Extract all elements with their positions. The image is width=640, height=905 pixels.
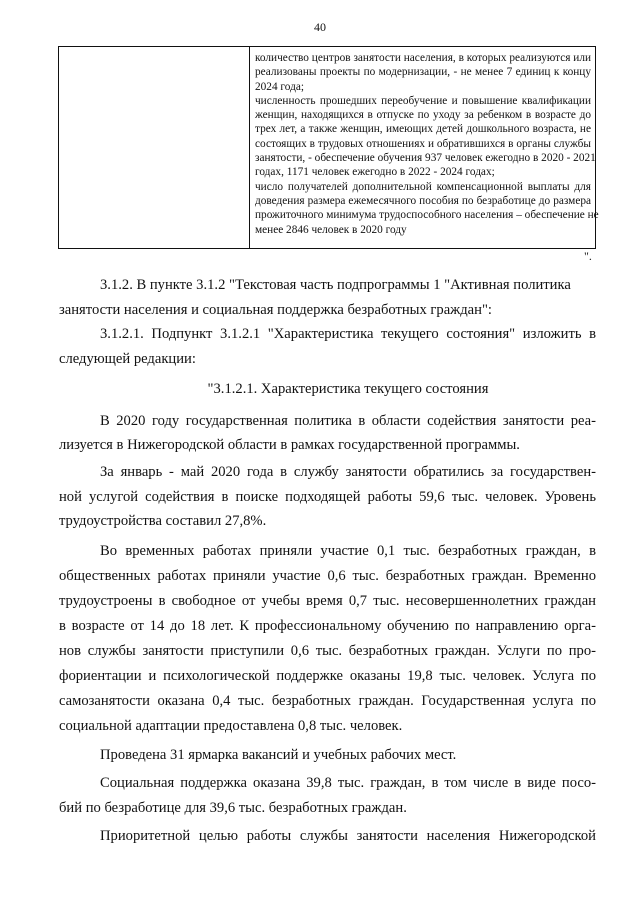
body-line: Проведена 31 ярмарка вакансий и учебных рабочих мест. [100, 747, 457, 763]
table-column-divider [249, 47, 250, 248]
table-right-cell [255, 51, 599, 237]
table-cell-line: занятости, - обеспечение обучения 937 человек ежегодно в 2020 - 2021 [255, 152, 596, 165]
body-line: следующей редакции: [59, 351, 196, 367]
indicators-table [58, 46, 599, 249]
table-cell-line: количество центров занятости населения, в которых реализуются или [255, 52, 591, 64]
table-cell-line: годах, 1171 человек ежегодно в 2022 - 2024 годах; [255, 166, 495, 179]
body-line-heading-point: 3.1.2. В пункте 3.1.2 "Текстовая часть подпрограммы 1 "Активная политика [100, 277, 571, 293]
body-line: нов службы занятости приступили 0,6 тыс. безработных граждан. Услуги по про- [59, 643, 596, 659]
body-line: В 2020 году государственная политика в области содействия занятости реа- [100, 413, 596, 429]
body-line: трудоустройства составил 27,8%. [59, 513, 267, 529]
body-line: занятости населения и социальная поддержка безработных граждан": [59, 302, 492, 318]
table-closing-quote: ". [584, 249, 592, 263]
section-heading: "3.1.2.1. Характеристика текущего состояния [207, 381, 489, 397]
table-cell-line: трех лет, а также женщин, имеющих детей дошкольного возраста, не [255, 123, 591, 136]
body-line: Во временных работах приняли участие 0,1 тыс. безработных граждан, в [100, 543, 596, 559]
body-line: Приоритетной целью работы службы занятости населения Нижегородской [100, 828, 596, 844]
body-line: в возрасте от 14 до 18 лет. К профессиональному обучению по направлению орга- [59, 618, 596, 634]
body-line: 3.1.2.1. Подпункт 3.1.2.1 "Характеристика текущего состояния" изложить в [100, 326, 596, 342]
page-number: 40 [314, 20, 326, 34]
body-line: фориентации и психологической поддержке оказаны 19,8 тыс. человек. Услуга по [59, 668, 596, 684]
table-cell-line: число получателей дополнительной компенсационной выплаты для [255, 180, 591, 193]
body-line: социальной адаптации предоставлена 0,8 тыс. человек. [59, 718, 403, 734]
table-cell-line: реализованы проекты по модернизации, - не менее 7 единиц к концу [255, 66, 591, 79]
body-line: бий по безработице для 39,6 тыс. безработных граждан. [59, 800, 407, 816]
table-cell-line: доведения размера ежемесячного пособия по безработице до размера [255, 194, 591, 207]
body-line: трудоустроены в свободное от учебы время 0,7 тыс. несовершеннолетних граждан [59, 593, 596, 609]
body-line: самозанятости оказана 0,4 тыс. безработных граждан. Государственная услуга по [59, 693, 596, 709]
table-cell-line: прожиточного минимума трудоспособного населения – обеспечение не [255, 209, 599, 222]
body-line: За январь - май 2020 года в службу занятости обратились за государствен- [100, 464, 596, 480]
body-line: лизуется в Нижегородской области в рамках государственной программы. [59, 437, 520, 453]
body-line: Социальная поддержка оказана 39,8 тыс. граждан, в том числе в виде посо- [100, 775, 596, 791]
table-cell-line: 2024 года; [255, 80, 304, 93]
table-cell-line: менее 2846 человек в 2020 году [255, 223, 407, 236]
body-line: общественных работах приняли участие 0,6 тыс. безработных граждан. Временно [59, 568, 596, 584]
body-line: ной услугой содействия в поиске подходящей работы 59,6 тыс. человек. Уровень [59, 489, 596, 505]
table-cell-line: численность прошедших переобучение и повышение квалификации [255, 94, 591, 107]
table-cell-line: состоящих в трудовых отношениях и обратившихся в органы службы [255, 137, 591, 150]
table-cell-line: женщин, находящихся в отпуске по уходу за ребенком в возрасте до [255, 109, 591, 122]
